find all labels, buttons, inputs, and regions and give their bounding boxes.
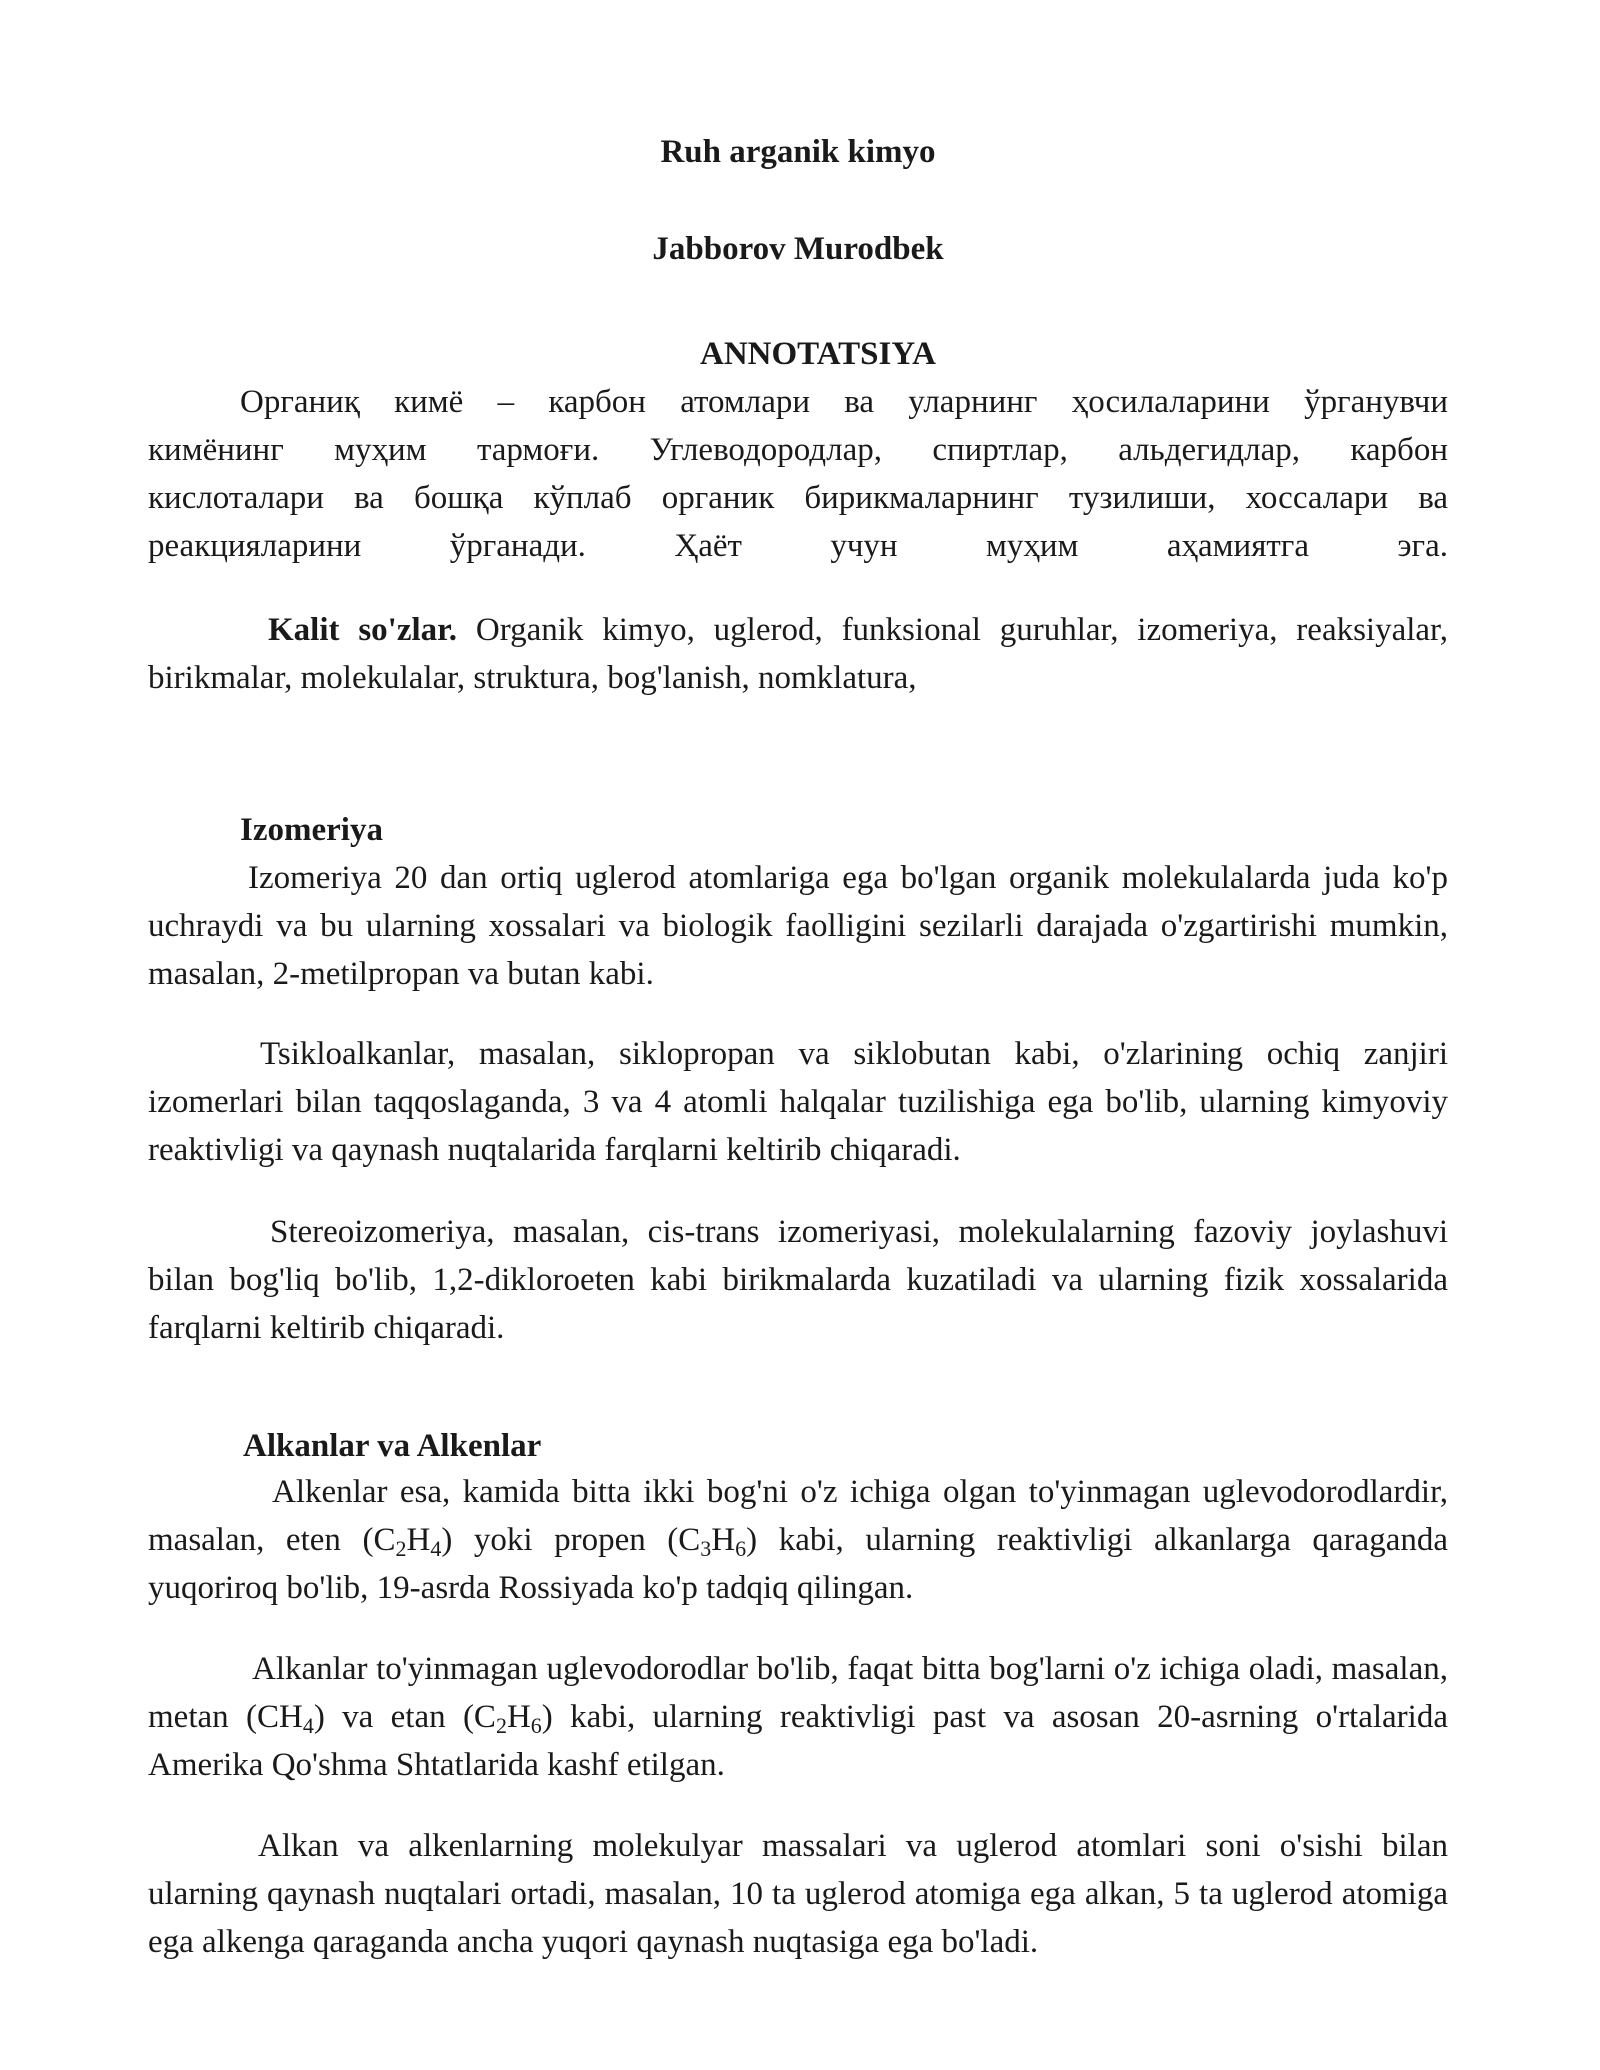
alkanlar-paragraph-3: Alkan va alkenlarning molekulyar massalari va uglerod atomlari soni o'sishi bilan ularning qaynash nuqtalari ortadi, masalan, 10 ta uglerod atomiga ega alkan, 5 ta uglerod atomiga ega alkenga qaraganda ancha yuqori qaynash nuqtasiga ega bo'ladi. xyxy=(148,1828,1448,1960)
izomeriya-paragraph-1: Izomeriya 20 dan ortiq uglerod atomlariga ega bo'lgan organik molekulalarda juda ko'p uchraydi va bu ularning xossalari va biologik faolligini sezilarli darajada o'zgartirishi mumkin, masalan, 2-metilpropan va butan kabi. xyxy=(148,860,1448,992)
keywords-text: Organik kimyo, uglerod, funksional guruhlar, izomeriya, reaksiyalar, birikmalar, molekulalar, struktura, bog'lanish, nomklatura, xyxy=(148,612,1448,696)
alkanlar-paragraph-1: Alkenlar esa, kamida bitta ikki bog'ni o'z ichiga olgan to'yinmagan uglevodorodlardir, masalan, eten $(C_2H_4)$ yoki propen $(C_3H_6)$ kabi, ularning reaktivligi alkanlarga qaraganda yuqoriroq bo'lib, 19-asrda Rossiyada ko'p tadqiq qilingan. xyxy=(148,1474,1448,1606)
section-heading-alkanlar: Alkanlar va Alkenlar xyxy=(243,1428,542,1464)
author-name: Jabborov Murodbek xyxy=(652,231,944,267)
annotation-line: кимёнинг муҳим тармоғи. Углеводородлар, спиртлар, альдегидлар, карбон xyxy=(148,432,1448,468)
annotation-line: кислоталари ва бошқа кўплаб органик бирикмаларнинг тузилиши, хоссалари ва xyxy=(148,480,1448,516)
keywords-label: Kalit so'zlar. xyxy=(268,612,458,648)
izomeriya-paragraph-2: Tsikloalkanlar, masalan, siklopropan va siklobutan kabi, o'zlarining ochiq zanjiri izomerlari bilan taqqoslaganda, 3 va 4 atomli halqalar tuzilishiga ega bo'lib, ularning kimyoviy reaktivligi va qaynash nuqtalarida farqlarni keltirib chiqaradi. xyxy=(148,1036,1448,1168)
izomeriya-paragraph-3: Stereoizomeriya, masalan, cis-trans izomeriyasi, molekulalarning fazoviy joylashuvi bilan bog'liq bo'lib, 1,2-dikloroeten kabi birikmalarda kuzatiladi va ularning fizik xossalarida farqlarni keltirib chiqaradi. xyxy=(148,1214,1448,1346)
annotation-heading: ANNOTATSIYA xyxy=(700,336,936,372)
document-title: Ruh arganik kimyo xyxy=(660,134,936,170)
section-heading-izomeriya: Izomeriya xyxy=(240,812,383,848)
annotation-paragraph xyxy=(148,378,1448,570)
annotation-line: Органиқ кимё – карбон атомлари ва уларнинг ҳосилаларини ўрганувчи xyxy=(240,384,1448,420)
keywords-paragraph xyxy=(148,606,1448,702)
annotation-line: реакцияларини ўрганади. Ҳаёт учун муҳим аҳамиятга эга. xyxy=(148,528,1448,564)
alkanlar-paragraph-2: Alkanlar to'yinmagan uglevodorodlar bo'lib, faqat bitta bog'larni o'z ichiga oladi, masalan, metan $(CH_4)$ va etan $(C_2H_6)$ kabi, ularning reaktivligi past va asosan 20-asrning o'rtalarida Amerika Qo'shma Shtatlarida kashf etilgan. xyxy=(148,1651,1448,1783)
